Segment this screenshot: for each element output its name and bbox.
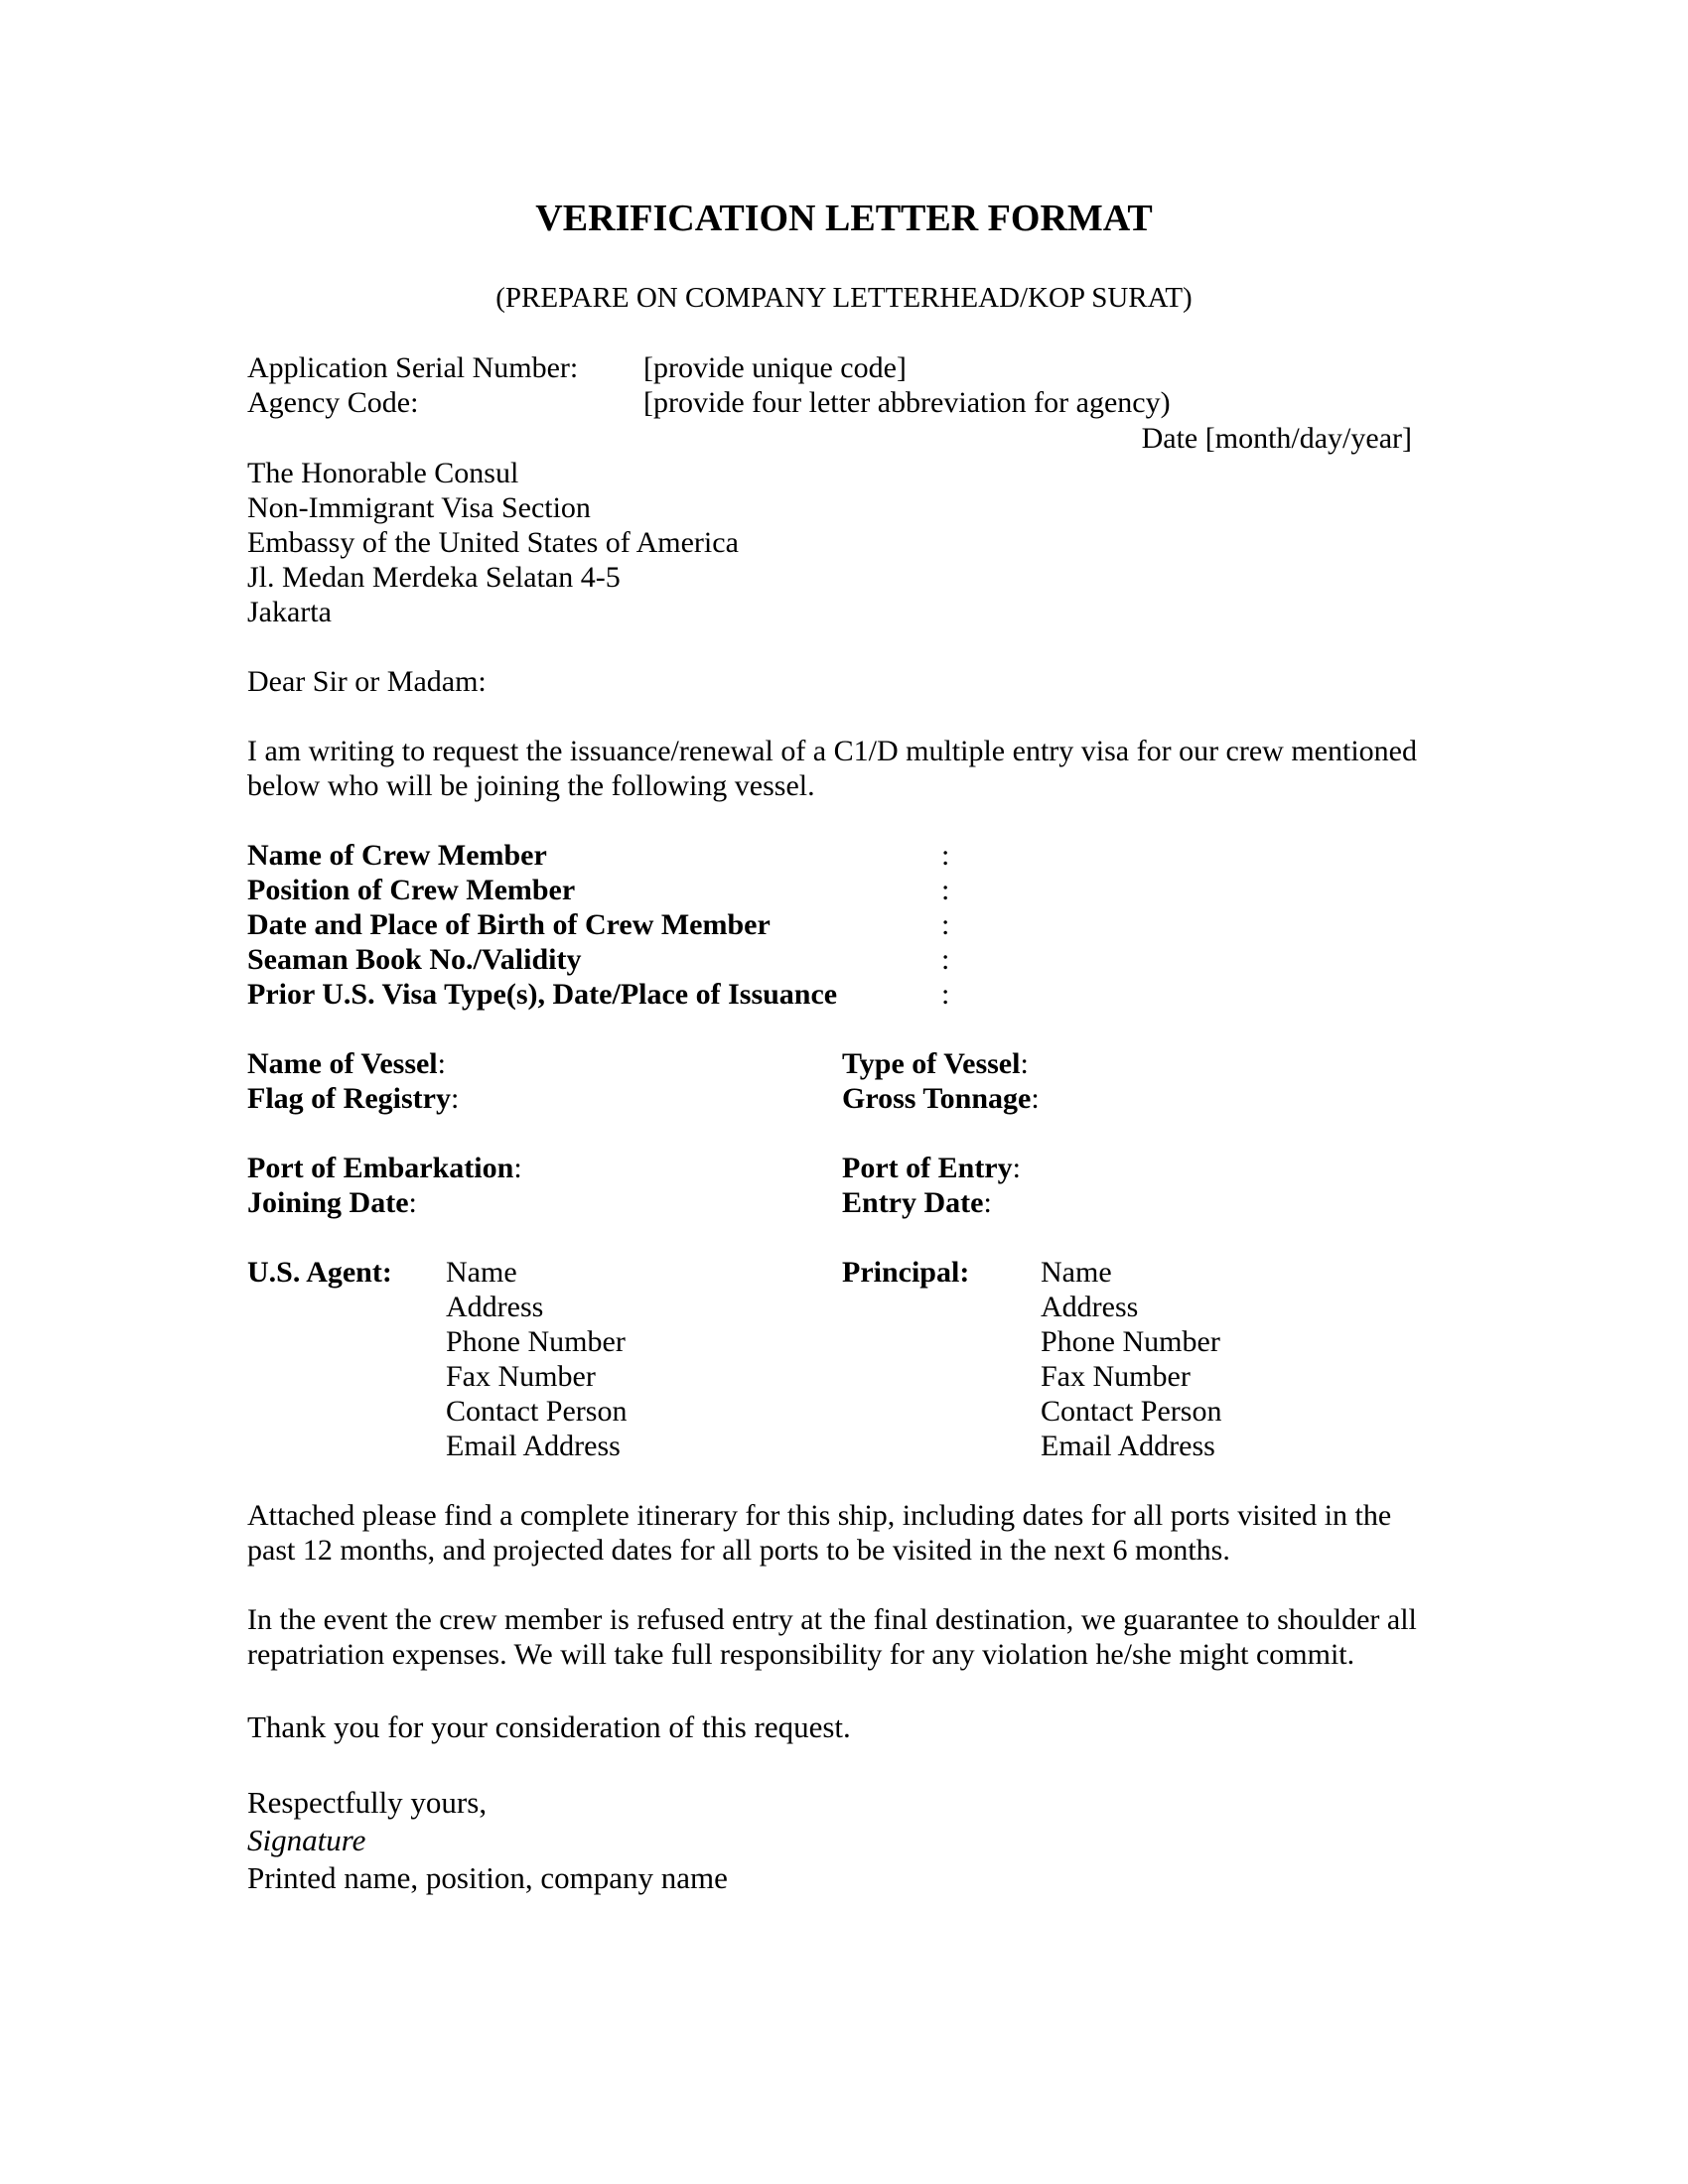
port-entry-label: Port of Entry (842, 1152, 1013, 1184)
flag-registry-label: Flag of Registry (247, 1082, 451, 1115)
crew-field-label: Prior U.S. Visa Type(s), Date/Place of Issuance (247, 978, 838, 1011)
crew-field-label: Name of Crew Member (247, 839, 547, 872)
crew-field-row (247, 977, 950, 1012)
crew-field-colon: : (941, 978, 950, 1011)
crew-field-row (247, 942, 950, 977)
crew-field-row (247, 873, 950, 907)
crew-field-row (247, 838, 950, 873)
crew-field-colon: : (941, 943, 950, 976)
guarantee-paragraph (247, 1602, 1459, 1672)
letter-date: Date [month/day/year] (1141, 422, 1412, 455)
itinerary-line: Attached please find a complete itinerary for this ship, including dates for all ports visited in the (247, 1499, 1392, 1532)
intro-line: I am writing to request the issuance/renewal of a C1/D multiple entry visa for our crew mentioned (247, 735, 1417, 767)
colon: : (1012, 1152, 1021, 1184)
colon: : (1031, 1082, 1040, 1115)
agent-field: Phone Number (446, 1325, 626, 1358)
address-line: Jakarta (247, 596, 332, 628)
agent-field: Name (446, 1256, 517, 1289)
colon: : (1020, 1047, 1029, 1080)
itinerary-line: past 12 months, and projected dates for all ports to be visited in the next 6 months. (247, 1534, 1230, 1567)
crew-field-label: Position of Crew Member (247, 874, 576, 906)
principal-field: Address (1041, 1291, 1139, 1323)
colon: : (450, 1082, 460, 1115)
guarantee-line: repatriation expenses. We will take full responsibility for any violation he/she might commit. (247, 1638, 1355, 1671)
joining-date-label: Joining Date (247, 1186, 409, 1219)
recipient-address (247, 456, 739, 629)
intro-line: below who will be joining the following vessel. (247, 769, 815, 802)
gross-tonnage-label: Gross Tonnage (842, 1082, 1032, 1115)
intro-paragraph (247, 734, 1459, 803)
closing-block (247, 1784, 728, 1897)
crew-field-row (247, 907, 950, 942)
agent-field: Address (446, 1291, 544, 1323)
crew-field-label: Seaman Book No./Validity (247, 943, 582, 976)
colon: : (983, 1186, 992, 1219)
address-line: Jl. Medan Merdeka Selatan 4-5 (247, 561, 621, 594)
colon: : (513, 1152, 522, 1184)
port-embarkation-label: Port of Embarkation (247, 1152, 514, 1184)
principal-field: Fax Number (1041, 1360, 1191, 1393)
address-line: Non-Immigrant Visa Section (247, 491, 591, 524)
document-subtitle: (PREPARE ON COMPANY LETTERHEAD/KOP SURAT) (495, 282, 1193, 314)
thanks-line: Thank you for your consideration of this request. (247, 1709, 851, 1744)
crew-details (247, 838, 950, 1012)
agent-field: Fax Number (446, 1360, 596, 1393)
us-agent-label: U.S. Agent: (247, 1256, 392, 1289)
serial-number-value: [provide unique code] (643, 351, 907, 384)
closing-line: Respectfully yours, (247, 1785, 488, 1820)
itinerary-paragraph (247, 1498, 1459, 1568)
crew-field-colon: : (941, 874, 950, 906)
signature-placeholder: Signature (247, 1823, 366, 1857)
principal-field: Name (1041, 1256, 1112, 1289)
principal-label: Principal: (842, 1256, 970, 1289)
printed-name-line: Printed name, position, company name (247, 1860, 728, 1895)
address-line: Embassy of the United States of America (247, 526, 739, 559)
principal-field: Phone Number (1041, 1325, 1220, 1358)
colon: : (437, 1047, 446, 1080)
entry-date-label: Entry Date (842, 1186, 984, 1219)
guarantee-line: In the event the crew member is refused entry at the final destination, we guarantee to shoulder all (247, 1603, 1417, 1636)
address-line: The Honorable Consul (247, 457, 519, 489)
agent-field: Email Address (446, 1430, 621, 1462)
crew-field-label: Date and Place of Birth of Crew Member (247, 908, 771, 941)
colon: : (408, 1186, 417, 1219)
agent-field: Contact Person (446, 1395, 628, 1428)
agency-code-label: Agency Code: (247, 386, 419, 419)
principal-field: Contact Person (1041, 1395, 1222, 1428)
vessel-name-label: Name of Vessel (247, 1047, 438, 1080)
serial-number-label: Application Serial Number: (247, 351, 579, 384)
principal-field: Email Address (1041, 1430, 1215, 1462)
salutation: Dear Sir or Madam: (247, 665, 487, 698)
document-title: VERIFICATION LETTER FORMAT (535, 198, 1153, 239)
agency-code-value: [provide four letter abbreviation for agency) (643, 386, 1171, 419)
crew-field-colon: : (941, 839, 950, 872)
crew-field-colon: : (941, 908, 950, 941)
vessel-type-label: Type of Vessel (842, 1047, 1021, 1080)
